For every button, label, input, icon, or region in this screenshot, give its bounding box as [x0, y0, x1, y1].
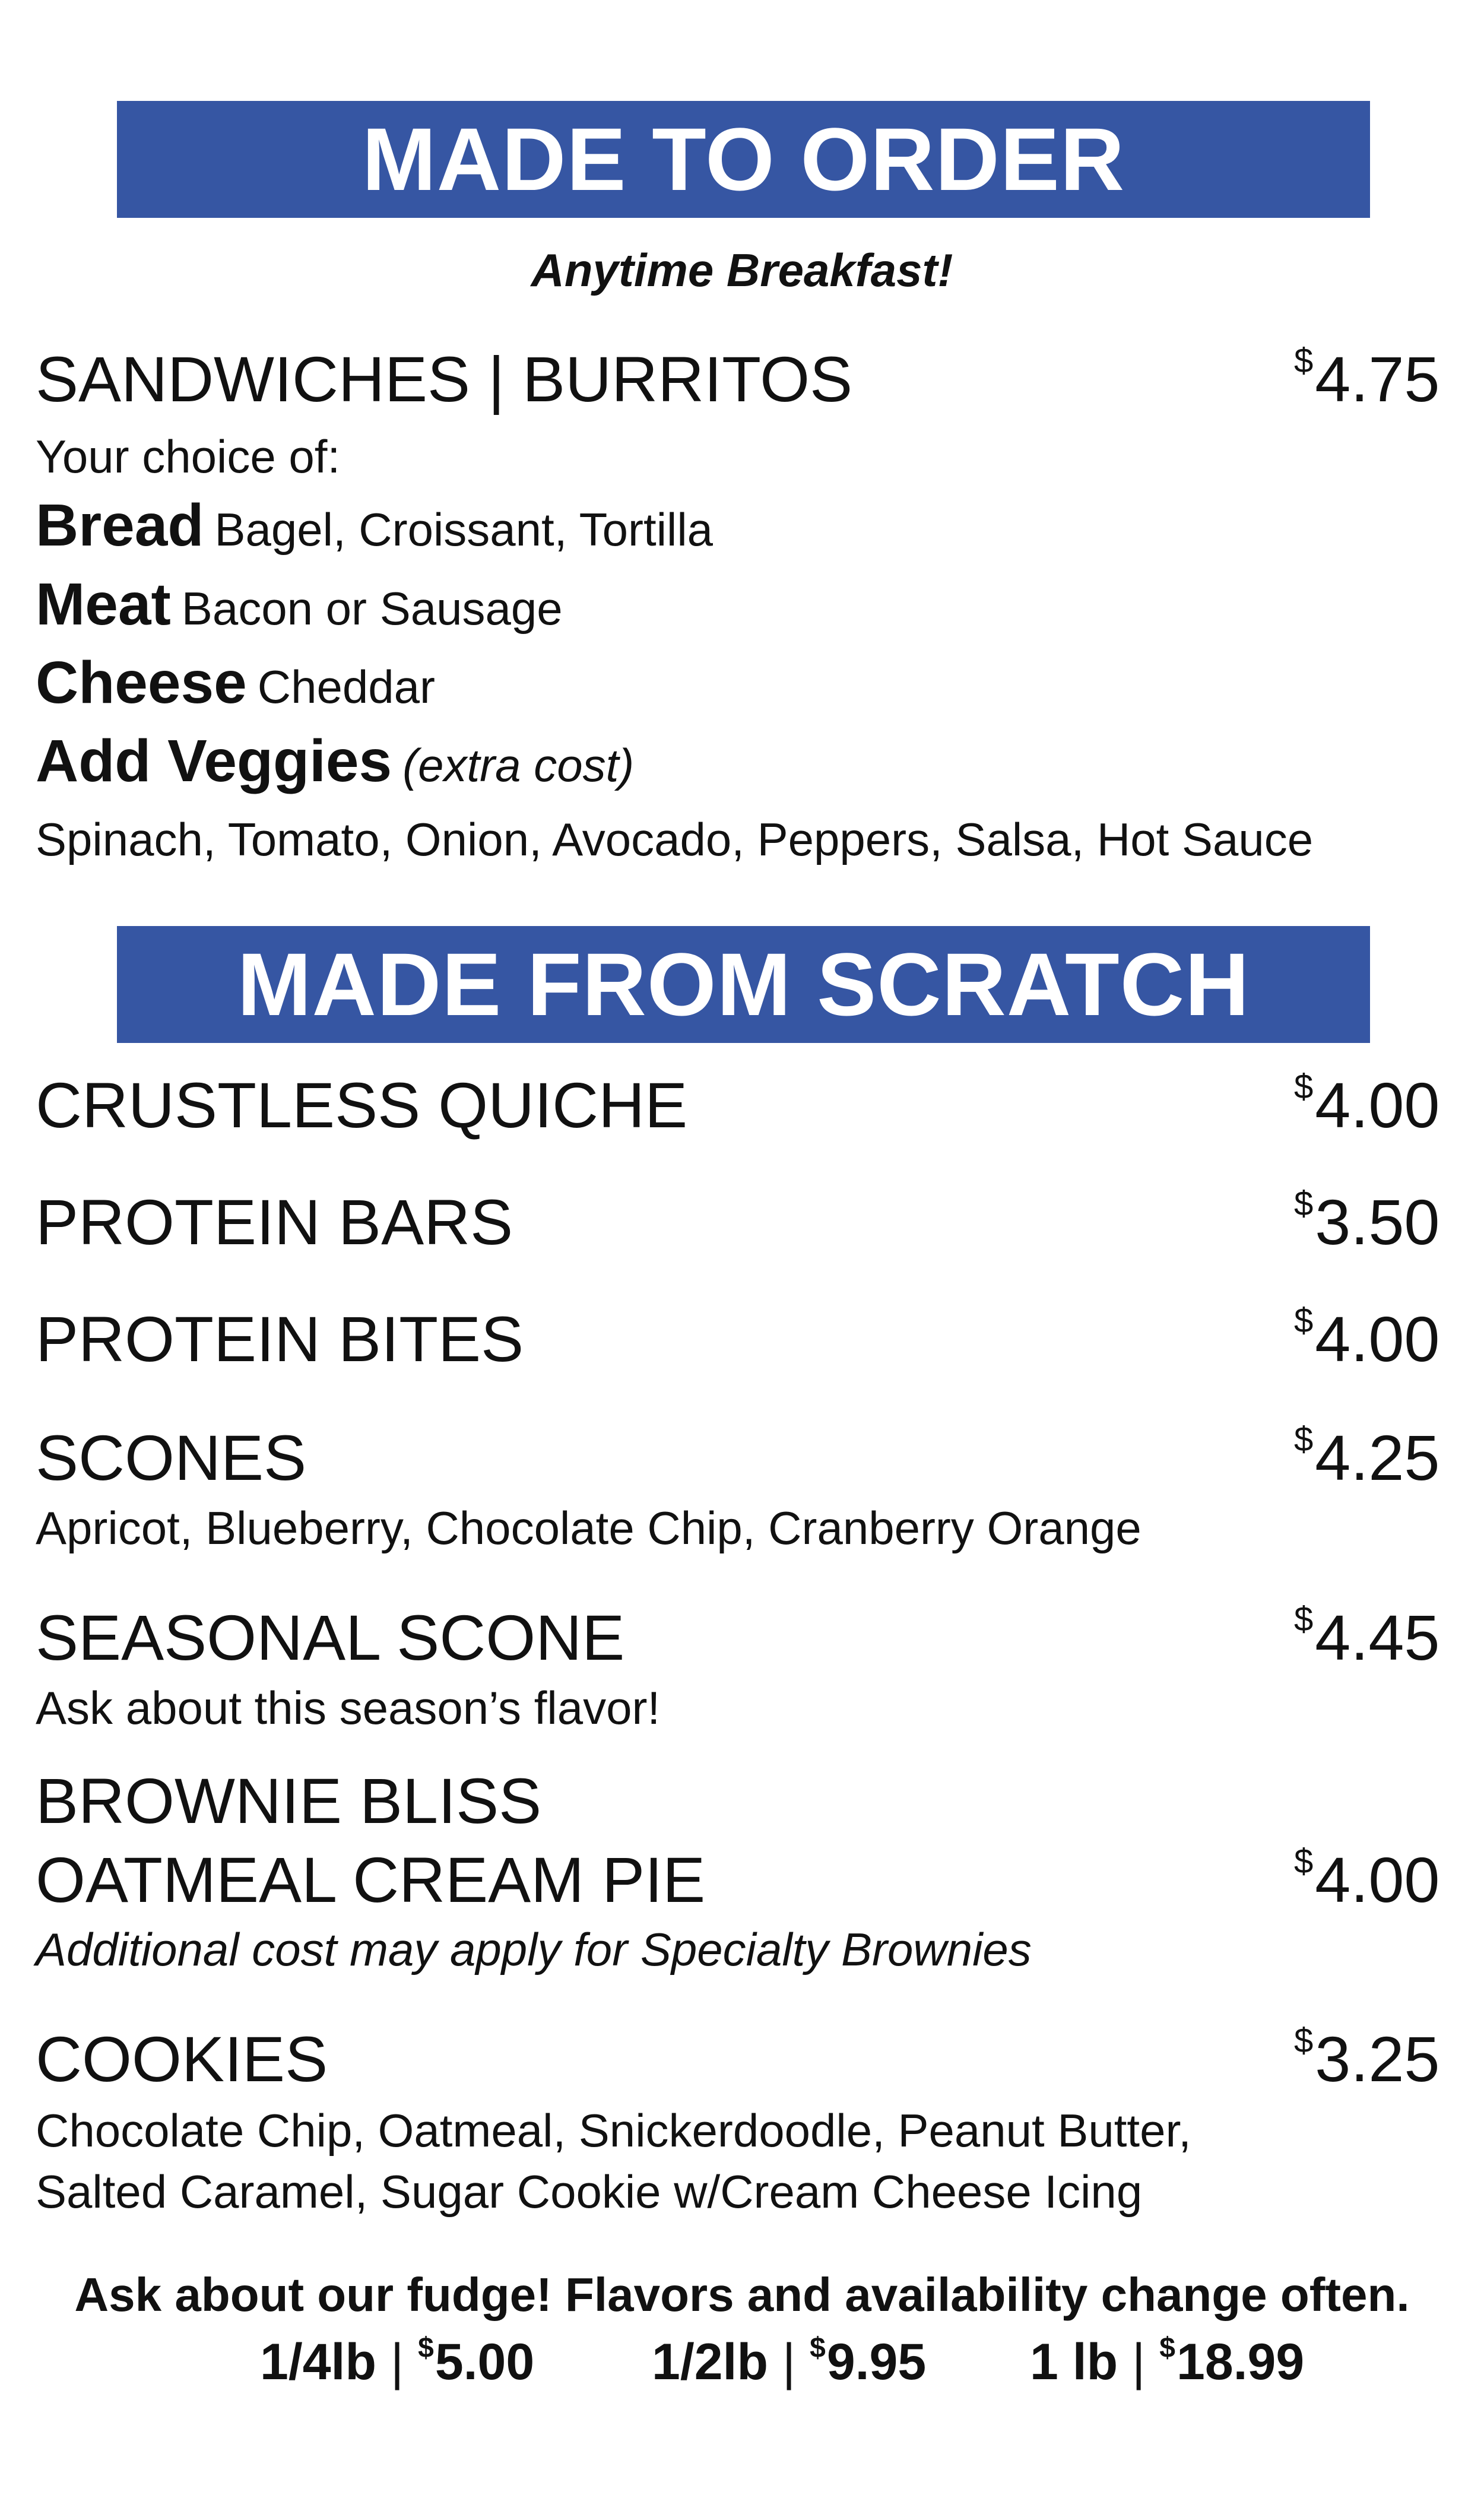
fudge-size-half: 1/2lb | $9.95: [652, 2332, 927, 2390]
menu-item-price: [1294, 1067, 1440, 1141]
currency-symbol: $: [1294, 341, 1314, 380]
price-value: 4.75: [1315, 343, 1440, 415]
menu-item-title: PROTEIN BARS: [36, 1186, 513, 1258]
menu-item-price: [1294, 1301, 1440, 1375]
option-add-veggies: [36, 728, 635, 794]
menu-item-title: BROWNIE BLISS: [36, 1765, 542, 1837]
tagline: Anytime Breakfast!: [531, 244, 953, 296]
currency-symbol: $: [1294, 1067, 1314, 1106]
section-heading-made-from-scratch: [117, 926, 1370, 1043]
price-value: 4.00: [1315, 1069, 1440, 1141]
currency-symbol: $: [1294, 2021, 1314, 2060]
menu-item-price: [1294, 1842, 1440, 1916]
menu-item-title: SEASONAL SCONE: [36, 1602, 625, 1673]
section-title: MADE TO ORDER: [362, 109, 1125, 209]
option-value: (extra cost): [402, 739, 635, 791]
currency-symbol: $: [1294, 1184, 1314, 1223]
currency-symbol: $: [1159, 2332, 1175, 2364]
fudge-size-quarter: 1/4lb | $5.00: [260, 2332, 535, 2390]
menu-item-title: CRUSTLESS QUICHE: [36, 1069, 688, 1141]
menu-item-title-second: OATMEAL CREAM PIE: [36, 1844, 706, 1916]
item-description-second: Salted Caramel, Sugar Cookie w/Cream Cheese Icing: [36, 2165, 1143, 2218]
currency-symbol: $: [1294, 1301, 1314, 1340]
option-label: Cheese: [36, 649, 247, 716]
item-description: Additional cost may apply for Specialty Brownies: [36, 1923, 1032, 1976]
option-value: Bagel, Croissant, Tortilla: [214, 503, 714, 556]
item-description: Apricot, Blueberry, Chocolate Chip, Cranberry Orange: [36, 1502, 1141, 1554]
price-value: 4.45: [1315, 1602, 1440, 1673]
price-value: 3.25: [1315, 2023, 1440, 2095]
menu-item-price: [1294, 1184, 1440, 1258]
fudge-price: 9.95: [826, 2333, 927, 2390]
option-label: Add Veggies: [36, 728, 392, 794]
option-meat: [36, 571, 563, 638]
price-value: 4.00: [1315, 1303, 1440, 1375]
menu-item-title: COOKIES: [36, 2023, 328, 2095]
menu-item-price: [1294, 1600, 1440, 1673]
currency-symbol: $: [810, 2332, 826, 2364]
option-label: Meat: [36, 571, 171, 638]
option-cheese: [36, 649, 435, 716]
currency-symbol: $: [418, 2332, 434, 2364]
section-heading-made-to-order: [117, 101, 1370, 218]
menu-item-title: SANDWICHES | BURRITOS: [36, 343, 853, 415]
option-value: Cheddar: [257, 661, 435, 713]
fudge-size-label: 1 lb: [1030, 2333, 1118, 2390]
menu-item-price: [1294, 2021, 1440, 2095]
currency-symbol: $: [1294, 1600, 1314, 1638]
veggie-list: Spinach, Tomato, Onion, Avocado, Peppers, Salsa, Hot Sauce: [36, 813, 1314, 865]
price-value: 4.00: [1315, 1844, 1440, 1916]
currency-symbol: $: [1294, 1420, 1314, 1458]
fudge-size-pound: 1 lb | $18.99: [1030, 2332, 1305, 2390]
section-title: MADE FROM SCRATCH: [237, 934, 1250, 1034]
menu-item-price: [1294, 1420, 1440, 1494]
menu-item-price: [1294, 341, 1440, 415]
option-label: Bread: [36, 492, 204, 559]
menu-item-title: PROTEIN BITES: [36, 1303, 524, 1375]
fudge-price: 18.99: [1177, 2333, 1305, 2390]
price-value: 4.25: [1315, 1422, 1440, 1494]
currency-symbol: $: [1294, 1842, 1314, 1881]
fudge-note: Ask about our fudge! Flavors and availability change often.: [74, 2268, 1410, 2321]
item-description: Chocolate Chip, Oatmeal, Snickerdoodle, Peanut Butter,: [36, 2104, 1191, 2157]
menu-item-title: SCONES: [36, 1422, 307, 1494]
fudge-size-label: 1/2lb: [652, 2333, 768, 2390]
fudge-price: 5.00: [435, 2333, 535, 2390]
price-value: 3.50: [1315, 1186, 1440, 1258]
item-intro: Your choice of:: [36, 430, 341, 483]
fudge-size-label: 1/4lb: [260, 2333, 376, 2390]
item-description: Ask about this season’s flavor!: [36, 1682, 661, 1734]
option-bread: [36, 492, 714, 559]
option-value: Bacon or Sausage: [181, 582, 563, 635]
